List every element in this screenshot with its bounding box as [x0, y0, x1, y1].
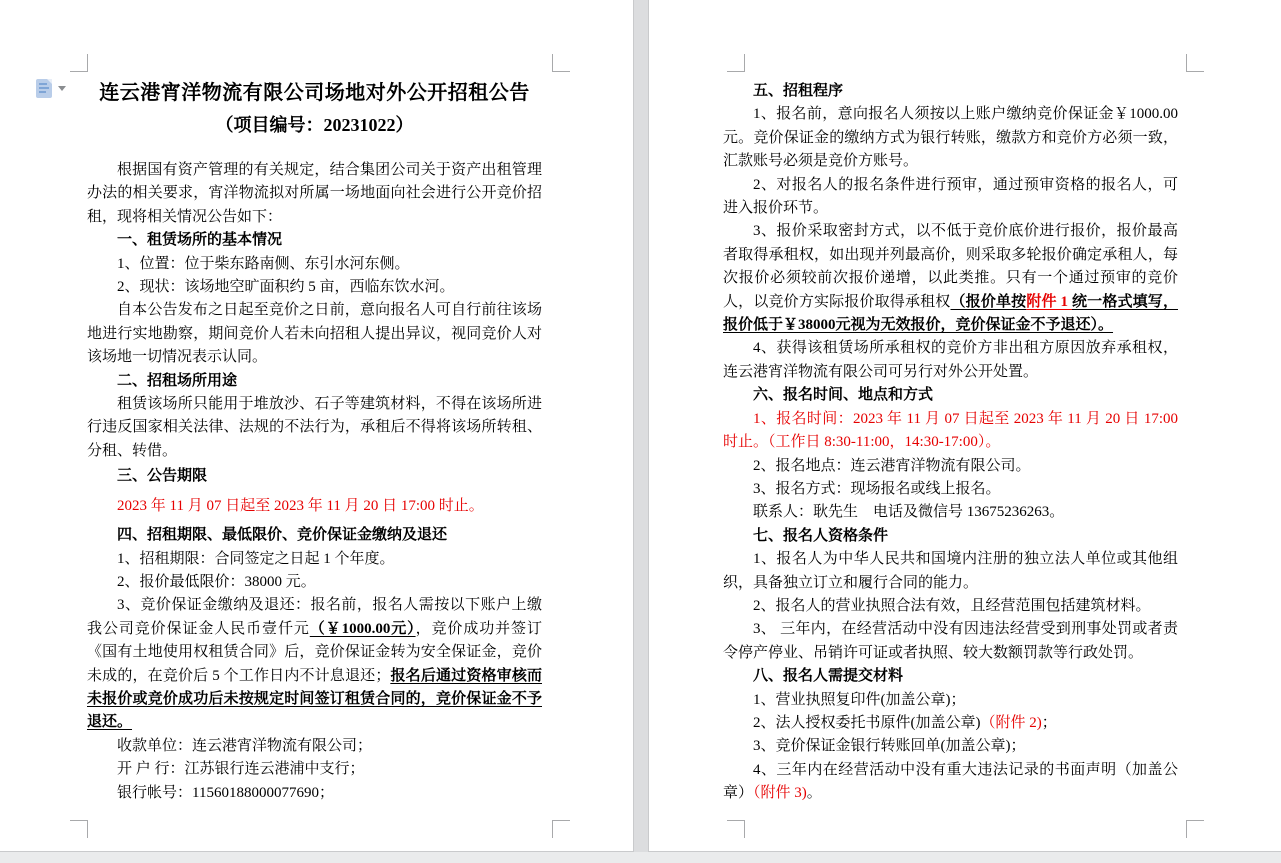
paragraph: 1、位置：位于柴东路南侧、东引水河东侧。 — [117, 255, 410, 272]
paragraph: 2、报名地点：连云港宵洋物流有限公司。 — [753, 457, 1031, 474]
paragraph: 3、 三年内，在经营活动中没有因违法经营受到刑事处罚或者责令停产停业、吊销许可证或者执照、较大数额罚款等行政处罚。 — [723, 621, 1178, 661]
paragraph: 开 户 行：江苏银行连云港浦中支行； — [117, 761, 365, 778]
paragraph: 4、获得该租赁场所承租权的竞价方非出租方原因放弃承租权，连云港宵洋物流有限公司可另行对外公开处置。 — [723, 340, 1178, 380]
section-heading: 一、租赁场所的基本情况 — [117, 232, 283, 249]
margin-crop-mark — [552, 54, 570, 72]
paragraph: 1、报名人为中华人民共和国境内注册的独立法人单位或其他组织，具备独立订立和履行合同的能力。 — [723, 551, 1178, 591]
paragraph: 2、法人授权委托书原件(加盖公章)（附件 2)； — [753, 714, 1057, 731]
paragraph: 银行帐号：11560188000077690； — [117, 784, 334, 801]
section-heading: 二、招租场所用途 — [117, 372, 238, 389]
margin-crop-mark — [70, 54, 88, 72]
paragraph: 租赁该场所只能用于堆放沙、石子等建筑材料，不得在该场所进行违反国家相关法律、法规的不法行为，承租后不得将该场所转租、分租、转借。 — [87, 396, 542, 459]
chevron-down-icon — [58, 86, 66, 91]
section-heading: 七、报名人资格条件 — [753, 527, 889, 544]
section-heading: 八、报名人需提交材料 — [753, 668, 904, 685]
paragraph: 2023 年 11 月 07 日起至 2023 年 11 月 20 日 17:00 时止。 — [117, 497, 484, 514]
margin-crop-mark — [552, 820, 570, 838]
page-1-body — [87, 159, 542, 805]
paragraph: 收款单位：连云港宵洋物流有限公司； — [117, 737, 373, 754]
margin-crop-mark — [70, 820, 88, 838]
paragraph: 2、报价最低限价：38000 元。 — [117, 573, 316, 590]
paragraph: 2、报名人的营业执照合法有效，且经营范围包括建筑材料。 — [753, 597, 1151, 614]
paragraph: 根据国有资产管理的有关规定，结合集团公司关于资产出租管理办法的相关要求，宵洋物流拟对所属一场地面向社会进行公开竞价招租，现将相关情况公告如下： — [87, 162, 542, 225]
margin-crop-mark — [1186, 820, 1204, 838]
paragraph: 3、竞价保证金银行转账回单(加盖公章)； — [753, 738, 1026, 755]
paragraph: 联系人：耿先生 电话及微信号 13675236263。 — [753, 504, 1065, 521]
section-heading: 三、公告期限 — [117, 468, 208, 485]
paragraph: 1、报名前，意向报名人须按以上账户缴纳竞价保证金￥1000.00元。竞价保证金的缴纳方式为银行转账，缴款方和竞价方必须一致，汇款账号必须是竞价方账号。 — [723, 106, 1178, 170]
document-title: 连云港宵洋物流有限公司场地对外公开招租公告 — [99, 82, 530, 104]
page-2-body — [723, 80, 1178, 806]
paragraph: 1、招租期限：合同签定之日起 1 个年度。 — [117, 550, 395, 567]
page-gap-bottom — [0, 852, 1281, 863]
clipboard-paste-icon — [36, 79, 52, 98]
paragraph: 3、报价采取密封方式，以不低于竞价底价进行报价，报价最高者取得承租权，如出现并列最高价，则采取多轮报价确定承租人，每次报价必须较前次报价递增，以此类推。只有一个通过预审的竞价人，以竞价方实际报价取得承租权（报价单按附件 1 统一格式填写，报价低于￥38000元视为无效报价，竞价保证金不予退还）。 — [723, 223, 1178, 334]
paragraph: 3、竞价保证金缴纳及退还：报名前，报名人需按以下账户上缴我公司竞价保证金人民币壹仟元（￥1000.00元），竞价成功并签订《国有土地使用权租赁合同》后，竞价保证金转为安全保证金，竞价未成的，在竞价后 5 个工作日内不计息退还；报名后通过资格审核而未报价或竞价成功后未按规定时间签订租赁合同的，竞价保证金不予退还。 — [87, 597, 542, 731]
paragraph: 2、现状：该场地空旷面积约 5 亩，西临东饮水河。 — [117, 279, 455, 296]
paragraph: 4、三年内在经营活动中没有重大违法记录的书面声明（加盖公章）（附件 3)。 — [723, 761, 1178, 802]
paragraph: 自本公告发布之日起至竞价之日前，意向报名人可自行前往该场地进行实地勘察，期间竞价人若未向招租人提出异议，视同竞价人对该场地一切情况表示认同。 — [87, 302, 542, 366]
margin-crop-mark — [1186, 54, 1204, 72]
paragraph: 2、对报名人的报名条件进行预审，通过预审资格的报名人，可进入报价环节。 — [723, 176, 1178, 217]
section-heading: 五、招租程序 — [753, 83, 844, 99]
project-number: （项目编号：20231022） — [215, 115, 414, 135]
paragraph: 3、报名方式：现场报名或线上报名。 — [753, 480, 1001, 497]
paragraph: 1、报名时间：2023 年 11 月 07 日起至 2023 年 11 月 20 日 17:00 时止。（工作日 8:30-11:00，14:30-17:00）。 — [723, 410, 1178, 451]
paste-options-button[interactable] — [34, 77, 70, 101]
page-2-content — [723, 80, 1178, 806]
margin-crop-mark — [727, 54, 745, 72]
margin-crop-mark — [727, 820, 745, 838]
page-1-content — [87, 77, 542, 805]
paragraph: 1、营业执照复印件(加盖公章)； — [753, 691, 966, 708]
section-heading: 四、招租期限、最低限价、竞价保证金缴纳及退还 — [117, 527, 448, 544]
section-heading: 六、报名时间、地点和方式 — [753, 387, 934, 404]
